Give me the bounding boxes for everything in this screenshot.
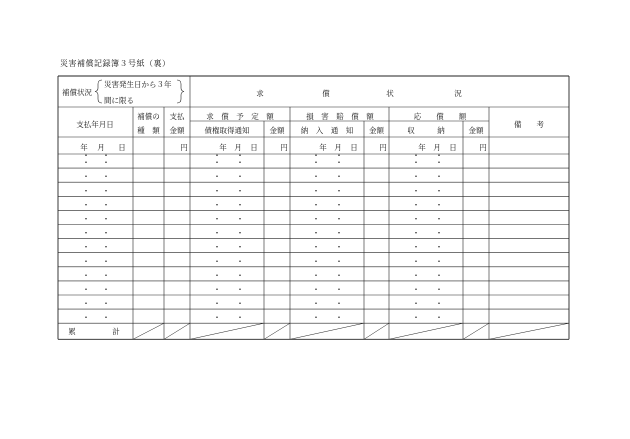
total-label-2: 計 (112, 327, 120, 337)
date-dot: ・ (412, 299, 420, 309)
date-dot: ・ (102, 228, 110, 238)
date-dot: ・ (412, 186, 420, 196)
date-dot: ・ (435, 228, 443, 238)
status-label: 補償状況 (62, 88, 92, 97)
date-dot: ・ (435, 313, 443, 323)
date-dot: ・ (102, 270, 110, 280)
unit-month: 月 (234, 143, 242, 152)
date-dot: ・ (412, 151, 420, 160)
date-dot: ・ (412, 313, 420, 323)
col-plan-1: 求 償 予 定 額 (206, 112, 274, 121)
right-brace (177, 80, 184, 103)
col-plan-2: 債権取得通知 (204, 126, 250, 135)
unit-day: 日 (350, 143, 358, 152)
date-dot: ・ (213, 270, 221, 280)
date-dot: ・ (335, 285, 343, 294)
total-slash (389, 323, 463, 339)
date-dot: ・ (102, 285, 110, 294)
date-dot: ・ (102, 299, 110, 309)
total-slash (190, 323, 264, 339)
date-dot: ・ (412, 214, 420, 224)
unit-yen: 円 (479, 143, 487, 152)
date-dot: ・ (236, 285, 244, 294)
date-dot: ・ (213, 151, 221, 160)
date-dot: ・ (412, 256, 420, 266)
date-dot: ・ (236, 313, 244, 323)
date-dot: ・ (213, 158, 221, 168)
unit-year: 年 (319, 143, 327, 152)
date-dot: ・ (312, 313, 320, 323)
date-dot: ・ (102, 172, 110, 182)
total-slash (290, 323, 364, 339)
date-dot: ・ (312, 214, 320, 224)
date-dot: ・ (435, 151, 443, 160)
total-slash (264, 323, 290, 339)
col-pay-amount-1: 支払 (169, 112, 185, 121)
date-dot: ・ (213, 256, 221, 266)
date-dot: ・ (236, 200, 244, 210)
date-dot: ・ (213, 285, 221, 294)
date-dot: ・ (435, 172, 443, 182)
date-dot: ・ (82, 285, 90, 294)
date-dot: ・ (236, 242, 244, 252)
date-dot: ・ (102, 214, 110, 224)
unit-yen: 円 (280, 143, 288, 152)
date-dot: ・ (213, 313, 221, 323)
date-dot: ・ (236, 151, 244, 160)
date-dot: ・ (82, 270, 90, 280)
date-dot: ・ (102, 158, 110, 168)
total-label-1: 累 (68, 327, 76, 337)
date-dot: ・ (335, 228, 343, 238)
col-damage-amount: 金額 (369, 126, 384, 135)
date-dot: ・ (412, 242, 420, 252)
unit-year: 年 (80, 143, 88, 152)
date-dot: ・ (412, 172, 420, 182)
date-dot: ・ (82, 151, 90, 160)
date-dot: ・ (335, 186, 343, 196)
date-dot: ・ (102, 186, 110, 196)
date-dot: ・ (335, 200, 343, 210)
unit-month: 月 (334, 143, 342, 152)
total-slash (489, 323, 569, 339)
total-slash (364, 323, 389, 339)
date-dot: ・ (213, 172, 221, 182)
date-dot: ・ (82, 242, 90, 252)
date-dot: ・ (435, 186, 443, 196)
date-dot: ・ (213, 200, 221, 210)
date-dot: ・ (236, 299, 244, 309)
date-dot: ・ (82, 200, 90, 210)
date-dot: ・ (335, 151, 343, 160)
total-slash (164, 323, 190, 339)
date-dot: ・ (213, 186, 221, 196)
date-dot: ・ (312, 151, 320, 160)
date-dot: ・ (102, 256, 110, 266)
date-dot: ・ (435, 200, 443, 210)
date-dot: ・ (82, 299, 90, 309)
unit-day: 日 (250, 143, 258, 152)
date-dot: ・ (312, 228, 320, 238)
date-dot: ・ (435, 299, 443, 309)
date-dot: ・ (335, 270, 343, 280)
date-dot: ・ (412, 285, 420, 294)
request-status-char: 償 (322, 89, 330, 98)
unit-yen: 円 (379, 143, 387, 152)
date-dot: ・ (312, 172, 320, 182)
date-dot: ・ (82, 214, 90, 224)
col-recv-amount: 金額 (468, 126, 484, 135)
date-dot: ・ (412, 158, 420, 168)
date-dot: ・ (335, 214, 343, 224)
date-dot: ・ (236, 270, 244, 280)
date-dot: ・ (236, 186, 244, 196)
date-dot: ・ (82, 158, 90, 168)
date-dot: ・ (435, 242, 443, 252)
date-dot: ・ (213, 214, 221, 224)
left-brace (95, 80, 102, 103)
date-dot: ・ (335, 256, 343, 266)
form-title: 災害補償記録簿３号紙（裏） (60, 59, 171, 68)
request-status-char: 状 (386, 89, 394, 98)
date-dot: ・ (412, 228, 420, 238)
date-dot: ・ (435, 256, 443, 266)
col-type-1: 補償の (137, 112, 160, 121)
total-slash (463, 323, 489, 339)
date-dot: ・ (335, 299, 343, 309)
unit-day: 日 (449, 143, 457, 152)
date-dot: ・ (102, 200, 110, 210)
unit-year: 年 (219, 143, 227, 152)
date-dot: ・ (213, 242, 221, 252)
date-dot: ・ (412, 270, 420, 280)
col-pay-date: 支払年月日 (76, 120, 114, 129)
total-slash (133, 323, 164, 339)
date-dot: ・ (102, 151, 110, 160)
date-dot: ・ (82, 256, 90, 266)
date-dot: ・ (236, 172, 244, 182)
unit-yen: 円 (180, 143, 188, 152)
date-dot: ・ (312, 242, 320, 252)
date-dot: ・ (82, 172, 90, 182)
unit-month: 月 (97, 143, 105, 152)
date-dot: ・ (335, 158, 343, 168)
request-status-char: 求 (256, 89, 264, 98)
date-dot: ・ (213, 228, 221, 238)
unit-year: 年 (418, 143, 426, 152)
col-recv-2: 収 納 (407, 126, 445, 135)
date-dot: ・ (236, 228, 244, 238)
date-dot: ・ (312, 256, 320, 266)
date-dot: ・ (312, 200, 320, 210)
date-dot: ・ (236, 256, 244, 266)
date-dot: ・ (312, 186, 320, 196)
col-damage-2: 納 入 通 知 (300, 126, 354, 135)
date-dot: ・ (312, 299, 320, 309)
date-dot: ・ (312, 158, 320, 168)
col-plan-amount: 金額 (269, 126, 285, 135)
date-dot: ・ (335, 242, 343, 252)
col-type-2: 種 類 (137, 126, 160, 135)
date-dot: ・ (82, 186, 90, 196)
col-damage-1: 損 害 賠 償 額 (306, 112, 374, 121)
status-note-1: 災害発生日から３年 (104, 80, 172, 89)
date-dot: ・ (213, 299, 221, 309)
date-dot: ・ (335, 172, 343, 182)
date-dot: ・ (236, 158, 244, 168)
col-recv-1: 応 償 額 (413, 112, 467, 121)
table-labels (62, 79, 544, 336)
date-dot: ・ (435, 285, 443, 294)
request-status-char: 況 (454, 89, 462, 98)
date-dot: ・ (102, 313, 110, 323)
status-note-2: 間に限る (104, 96, 134, 105)
date-dot: ・ (312, 285, 320, 294)
date-dot: ・ (312, 270, 320, 280)
date-dot: ・ (82, 313, 90, 323)
date-dot: ・ (82, 228, 90, 238)
date-dot: ・ (236, 214, 244, 224)
date-dot: ・ (435, 158, 443, 168)
date-dot: ・ (102, 242, 110, 252)
col-pay-amount-2: 金額 (169, 126, 185, 135)
date-dot: ・ (435, 214, 443, 224)
date-dot: ・ (335, 313, 343, 323)
unit-month: 月 (433, 143, 441, 152)
date-dot: ・ (412, 200, 420, 210)
date-dot: ・ (435, 270, 443, 280)
unit-day: 日 (118, 143, 126, 152)
col-remarks: 備 考 (514, 120, 544, 129)
